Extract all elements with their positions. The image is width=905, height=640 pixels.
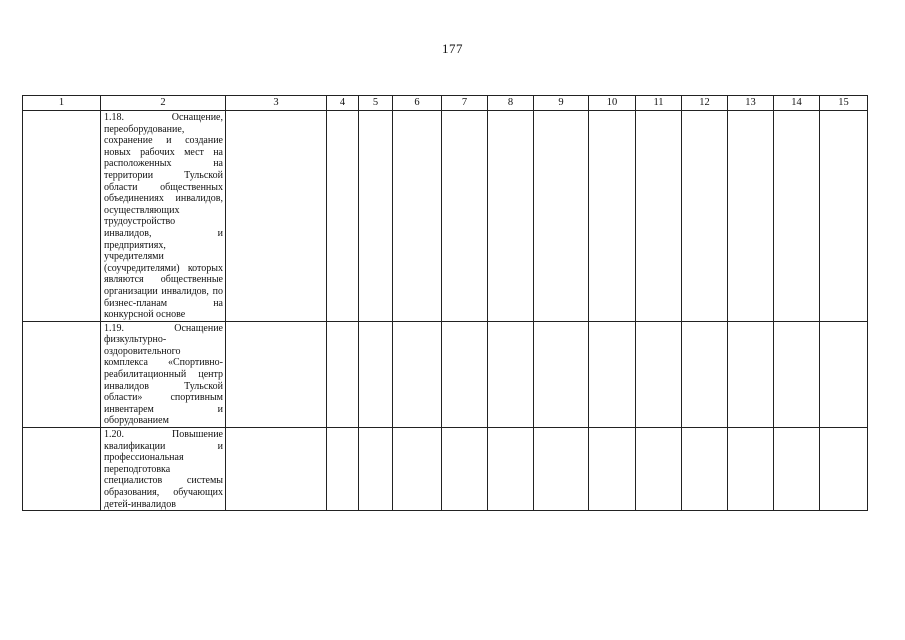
row-cell (359, 428, 393, 511)
row-cell (442, 111, 488, 322)
row-cell (442, 321, 488, 427)
row-cell (488, 321, 534, 427)
row-cell (226, 321, 327, 427)
row-cell-number (23, 428, 101, 511)
row-cell-description: 1.20. Повышение квалификации и профессиональная переподготовка специалистов системы образования, обучающих детей-инвалидов (101, 428, 226, 511)
header-cell-12: 12 (682, 96, 728, 111)
row-cell (488, 428, 534, 511)
row-cell (820, 111, 868, 322)
row-cell (728, 428, 774, 511)
header-cell-2: 2 (101, 96, 226, 111)
row-cell (327, 321, 359, 427)
header-cell-14: 14 (774, 96, 820, 111)
row-cell (682, 428, 728, 511)
row-cell (728, 111, 774, 322)
row-cell-description: 1.18. Оснащение, переоборудование, сохранение и создание новых рабочих мест на расположенных на территории Тульской области общественных объединениях инвалидов, осуществляющих трудоустройство инвалидов, и предприятиях, учредителями (соучредителями) которых являются общественные организации инвалидов, по бизнес-планам на конкурсной основе (101, 111, 226, 322)
row-cell (359, 321, 393, 427)
header-cell-10: 10 (589, 96, 636, 111)
row-cell-number (23, 111, 101, 322)
row-cell-number (23, 321, 101, 427)
table-row (23, 321, 868, 427)
header-row (23, 96, 868, 111)
row-cell (682, 111, 728, 322)
row-cell (636, 428, 682, 511)
header-cell-7: 7 (442, 96, 488, 111)
row-cell (488, 111, 534, 322)
row-cell (820, 428, 868, 511)
row-cell (682, 321, 728, 427)
row-cell (226, 111, 327, 322)
row-cell (534, 321, 589, 427)
row-cell (589, 111, 636, 322)
row-cell (636, 321, 682, 427)
header-cell-15: 15 (820, 96, 868, 111)
row-cell (226, 428, 327, 511)
row-cell (393, 321, 442, 427)
row-cell (774, 428, 820, 511)
row-cell-description: 1.19. Оснащение физкультурно-оздоровительного комплекса «Спортивно-реабилитационный центр инвалидов Тульской области» спортивным инвентарем и оборудованием (101, 321, 226, 427)
header-cell-8: 8 (488, 96, 534, 111)
header-cell-9: 9 (534, 96, 589, 111)
row-cell (442, 428, 488, 511)
row-cell (327, 111, 359, 322)
row-cell (589, 321, 636, 427)
page-number: 177 (442, 41, 463, 56)
row-cell (728, 321, 774, 427)
row-cell (393, 428, 442, 511)
header-cell-5: 5 (359, 96, 393, 111)
header-cell-1: 1 (23, 96, 101, 111)
row-cell (327, 428, 359, 511)
header-cell-4: 4 (327, 96, 359, 111)
row-cell (774, 321, 820, 427)
data-table (22, 95, 868, 511)
row-cell (534, 428, 589, 511)
row-cell (359, 111, 393, 322)
header-cell-6: 6 (393, 96, 442, 111)
row-cell (774, 111, 820, 322)
row-cell (589, 428, 636, 511)
header-cell-3: 3 (226, 96, 327, 111)
row-cell (820, 321, 868, 427)
header-cell-11: 11 (636, 96, 682, 111)
row-cell (393, 111, 442, 322)
row-cell (636, 111, 682, 322)
table-row (23, 428, 868, 511)
table-row (23, 111, 868, 322)
header-cell-13: 13 (728, 96, 774, 111)
row-cell (534, 111, 589, 322)
